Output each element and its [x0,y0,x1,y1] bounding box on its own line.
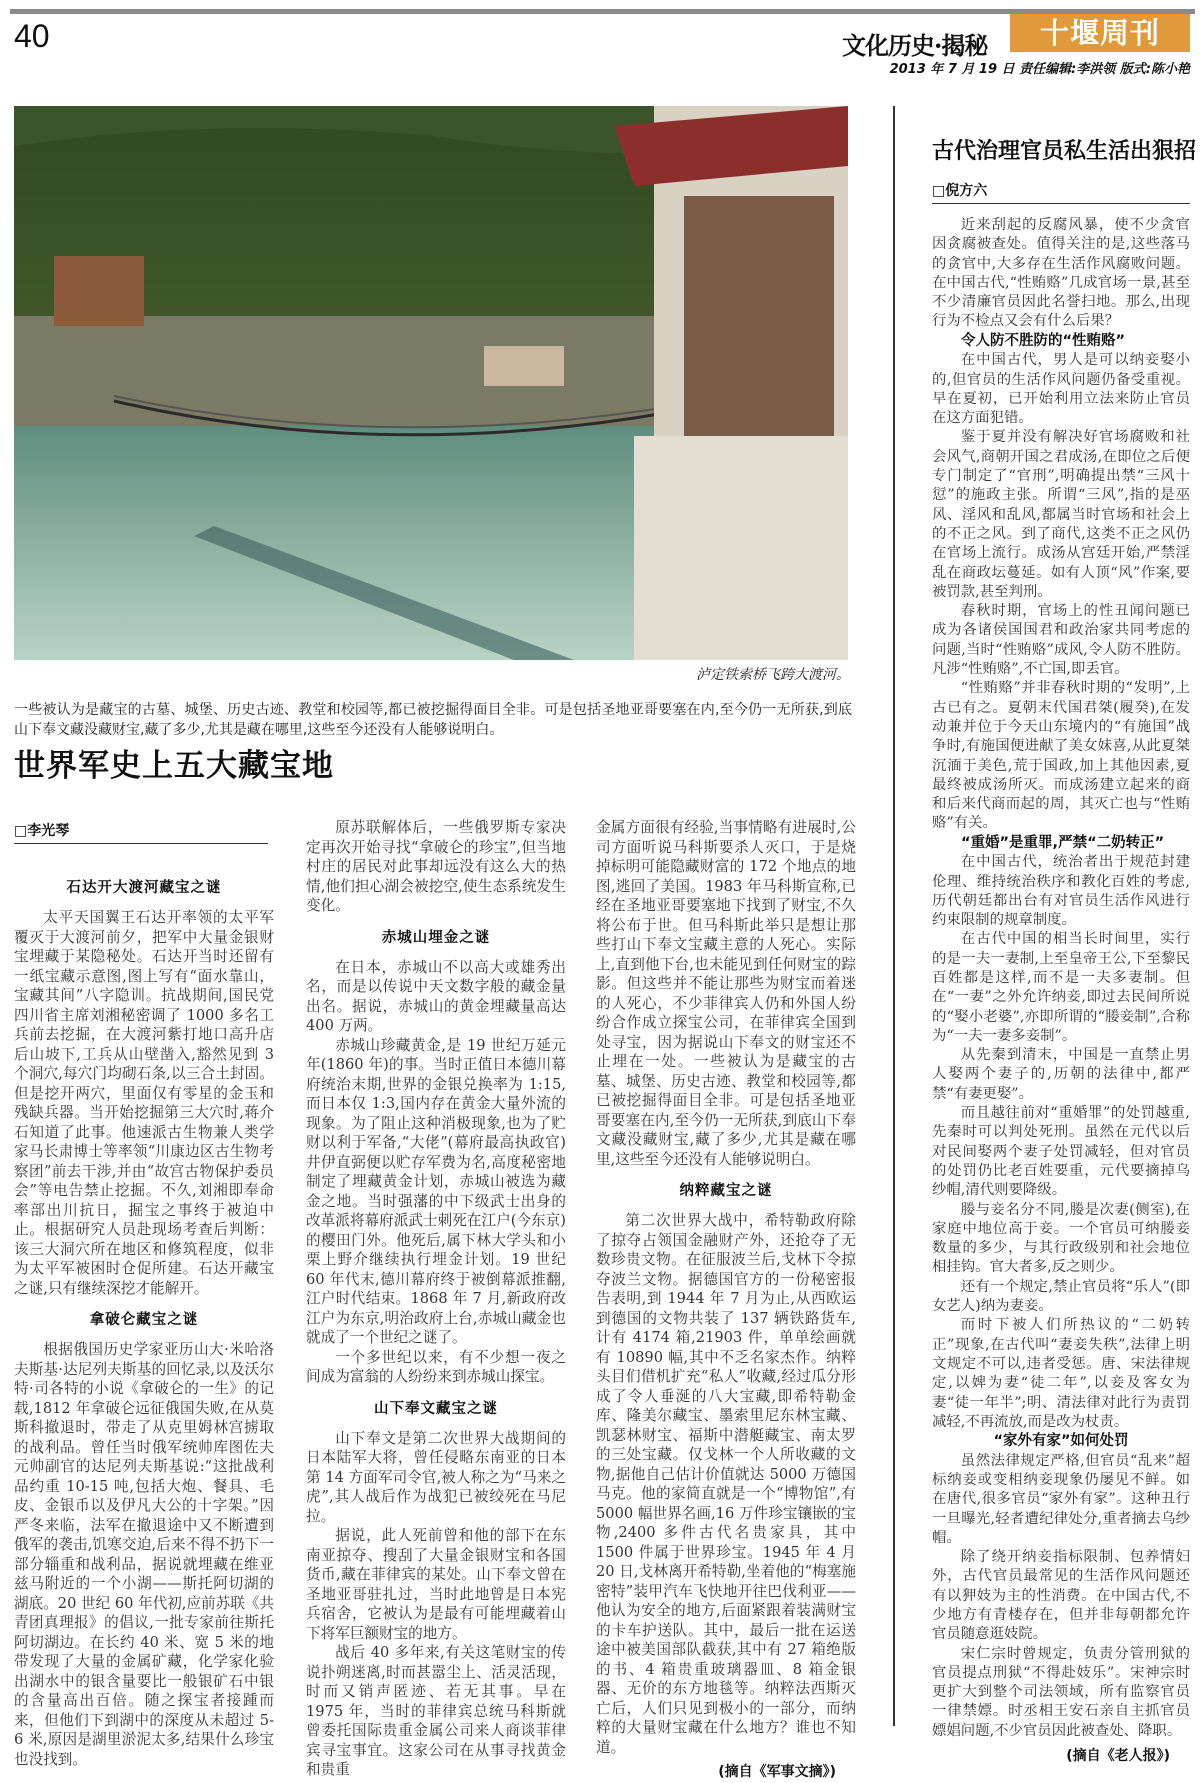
paragraph: 一个多世纪以来，有不少想一夜之间成为富翁的人纷纷来到赤城山探宝。 [306,1348,566,1385]
paragraph: 从先秦到清末，中国是一直禁止男人娶两个妻子的,历朝的法律中,都严禁“有妻更娶”。 [932,1047,1190,1102]
paragraph: 据说，此人死前曾和他的部下在东南亚掠夺、搜刮了大量金银财宝和各国货币,藏在菲律宾的某处。山下奉文曾在圣地亚哥驻扎过，当时此地曾是日本宪兵宿舍，它被认为是最有可能埋藏着山下将军巨额财宝的地方。 [306,1527,566,1642]
paragraph: 战后 40 多年来,有关这笔财宝的传说扑朔迷离,时而甚嚣尘上、活灵活现，时而又销声匿迹、若无其事。早在 1975 年，当时的菲律宾总统马科斯就曾委托国际贵重金属公司来人商谈菲律宾寻宝事宜。这家公司在从事寻找黄金和贵重 [306,1644,566,1778]
article-byline: □李光琴 [14,820,268,844]
photo-image [14,106,848,660]
dateline: 2013 年 7 月 19 日 责任编辑:李洪领 版式:陈小艳 [889,62,1190,77]
article-column-3 [596,818,856,1783]
paragraph: 第二次世界大战中，希特勒政府除了掠夺占领国金融财产外，还抢夺了无数珍贵文物。在征服波兰后,戈林下令掠夺波兰文物。据德国官方的一份秘密报告表明,到 1944 年 7 月为止,从西欧运到德国的文物共装了 137 辆铁路货车,计有 4174 箱,21903 件，单单绘画就有 10890 幅,其中不乏名家杰作。纳粹头目们借机扩充“私人”收藏,经过瓜分形成了令人垂涎的八大宝藏,即希特勒金库、隆美尔藏宝、墨索里尼东林宝藏、凯瑟林财宝、福斯中潜艇藏宝、南太罗的三处宝藏。仅戈林一个人所收藏的文物,据他自己估计价值就达 5000 万德国马克。他的家简直就是一个“博物馆”,有 5000 幅世界名画,16 万件珍宝镶嵌的宝物,2400 多件古代名贵家具，其中 1500 件属于世界珍宝。1945 年 4 月 20 日,戈林离开希特勒,坐着他的“梅塞施密特”装甲汽车飞快地开往巴伐利亚——他认为安全的地方,后面紧跟着装满财宝的卡车护送队。其中，最后一批在运送途中被美国部队截获,其中有 27 箱绝版的书、4 箱贵重玻璃器皿、8 箱金银器、无价的东方地毯等。纳粹法西斯灭亡后，人们只见到极小的一部分，而纳粹的大量财宝藏在什么地方？谁也不知道。 [596,1212,856,1756]
paragraph: 还有一个规定,禁止官员将“乐人”(即女艺人)纳为妻妾。 [932,1278,1190,1315]
article-column-2 [306,818,566,1780]
brand-logo: 十堰周刊 [1010,14,1190,52]
photo-caption: 泸定铁索桥飞跨大渡河。 [696,667,850,683]
paragraph: 在中国古代，男人是可以纳妾娶小的,但官员的生活作风问题仍备受重视。早在夏初，已开始利用立法来防止官员在这方面犯错。 [932,352,1190,427]
source-credit: (摘自《老人报》) [1066,1748,1170,1765]
paragraph: 而且越往前对“重婚罪”的处罚越重,先秦时可以判处死刑。虽然在元代以后对民间娶两个妻子处罚减轻，但对官员的处罚仍比老百姓要重，元代要摘掉乌纱帽,清代则要降级。 [932,1105,1190,1199]
article-title: 世界军史上五大藏宝地 [14,748,334,784]
paragraph: 在日本，赤城山不以高大或雄秀出名，而是以传说中天文数字般的藏金量出名。据说，赤城山的黄金埋藏量高达 400 万两。 [306,958,566,1034]
section-heading: 赤城山埋金之谜 [381,929,491,946]
paragraph: 山下奉文是第二次世界大战期间的日本陆军大将，曾任侵略东南亚的日本第 14 方面军司令官,被人称之为“马来之虎”,其人战后作为战犯已被绞死在马尼拉。 [306,1429,566,1525]
paragraph: 而时下被人们所热议的“二奶转正”现象,在古代叫“妻妾失秩”,法律上明文规定不可以,违者受惩。唐、宋法律规定,以婢为妻“徒二年”,以妾及客女为妻“徒一年半”;明、清法律对此行为责罚减轻,不再流放,而是改为杖责。 [932,1317,1190,1430]
subheading: 令人防不胜防的“性贿赂” [961,332,1126,349]
subheading: “重婚”是重罪,严禁“二奶转正” [961,834,1165,851]
sidebar-article-title: 古代治理官员私生活出狠招 [932,138,1197,164]
paragraph: 除了绕开纳妾指标限制、包养情妇外，古代官员最常见的生活作风问题还有以狎妓为主的性消费。在中国古代,不少地方有青楼存在，但并非每朝都允许官员随意逛妓院。 [932,1549,1190,1643]
paragraph: 在古代中国的相当长时间里，实行的是一夫一妻制,上至皇帝王公,下至黎民百姓都是这样,而不是一夫多妻制。但在“一妻”之外允许纳妾,即过去民间所说的“娶小老婆”,亦即所谓的“媵妾制”,合称为“一夫一妻多妾制”。 [932,931,1190,1044]
bridge-photo [14,106,848,660]
paragraph: 太平天国翼王石达开率领的太平军覆灭于大渡河前夕，把军中大量金银财宝埋藏于某隐秘处。石达开当时还留有一纸宝藏示意图,图上写有“面水靠山，宝藏其间”八字隐训。抗战期间,国民党四川省主席刘湘秘密调了 1000 多名工兵前去挖掘，在大渡河紫打地口高升店后山坡下,工兵从山壁凿入,豁然见到 3 个洞穴,每穴门均砌石条,以三合土封固。但是挖开两穴，里面仅有零星的金玉和残缺兵器。当开始挖掘第三大穴时,蒋介石知道了此事。他速派古生物兼人类学家马长肃博士等率领“川康边区古生物考察团”前去干涉,并由“故宫古物保护委员会”等电告禁止挖掘。不久,刘湘即奉命率部出川抗日，掘宝之事终于被迫中止。根据研究人员赴现场考查后判断：该三大洞穴所在地区和修筑程度，似非为太平军被困时仓促所建。石达开藏宝之谜,只有继续深挖才能解开。 [14,909,274,1297]
paragraph: 根据俄国历史学家亚历山大·米哈洛夫斯基·达尼列夫斯基的回忆录,以及沃尔特·司各特的小说《拿破仑的一生》的记载,1812 年拿破仑远征俄国失败,在从莫斯科撤退时，带走了从克里姆林宫掳取的战利品。曾任当时俄军统帅库图佐夫元帅副官的达尼列夫斯基说:“这批战利品约重 10-15 吨,包括大炮、餐具、毛皮、金银币以及伊凡大公的十字架。”因严冬来临，法军在撤退途中又不断遭到俄军的袭击,饥寒交迫,后来不得不扔下一部分辎重和战利品，据说就埋藏在维亚兹马附近的一个小湖——斯托阿切湖的湖底。20 世纪 60 年代初,应前苏联《共青团真理报》的倡议,一批专家前往斯托阿切湖边。在长约 40 米、宽 5 米的地带发现了大量的金属矿藏，化学家化验出湖水中的银含量要比一般银矿石中银的含量高出百倍。随之探宝者接踵而来，但他们下到湖中的深度从未超过 5-6 米,原因是湖里淤泥太多,结果什么珍宝也没找到。 [14,1341,275,1768]
paragraph: 宋仁宗时曾规定，负责分管刑狱的官员提点刑狱“不得赴妓乐”。宋神宗时更扩大到整个司法领域，所有监察官员一律禁嫖。时丞相王安石亲自主抓官员嫖娼问题,不少官员因此被查处、降职。 [932,1645,1190,1739]
article-column-1 [14,866,274,1769]
paragraph: 在中国古代，统治者出于规范封建伦理、维持统治秩序和教化百姓的考虑,历代朝廷都出台有对官员生活作风进行约束限制的规章制度。 [932,854,1190,929]
paragraph: 原苏联解体后，一些俄罗斯专家决定再次开始寻找“拿破仑的珍宝”,但当地村庄的居民对此事却远没有这么大的热情,他们担心湖会被挖空,使生态系统发生变化。 [306,819,566,914]
section-title: 文化历史·揭秘 [842,31,988,60]
section-heading: 石达开大渡河藏宝之谜 [66,880,222,896]
paragraph: 春秋时期，官场上的性丑闻问题已成为各诸侯国国君和政治家共同考虑的问题,当时“性贿赂”成风,令人防不胜防。凡涉“性贿赂”,不亡国,即丢官。 [932,603,1190,678]
section-heading: 拿破仑藏宝之谜 [89,1312,199,1328]
paragraph: “性贿赂”并非春秋时期的“发明”,上古已有之。夏朝末代国君桀(履癸),在发动兼并位于今天山东境内的“有施国”战争时,有施国便进献了美女妹喜,从此夏桀沉湎于美色,荒于国政,加上其他因素,夏最终被成汤所灭。而成汤建立起来的商和后来代商而起的周，其灭亡也与“性贿赂”有关。 [932,680,1190,832]
section-heading: 山下奉文藏宝之谜 [374,1400,498,1417]
sidebar-article-body [932,216,1190,1767]
paragraph: 鉴于夏并没有解决好官场腐败和社会风气,商朝开国之君成汤,在即位之后便专门制定了“官刑”,明确提出禁“三风十愆”的施政主张。所谓“三风”,指的是巫风、淫风和乱风,都属当时官场和社会上的不正之风。到了商代,这类不正之风仍在官场上流行。成汤从宫廷开始,严禁淫乱在商政坛蔓延。如有人顶“风”作案,要被罚款,甚至判刑。 [932,429,1190,600]
paragraph: 金属方面很有经验,当事情略有进展时,公司方面听说马科斯要杀人灭口，于是烧掉标明可能隐藏财富的 172 个地点的地图,逃回了美国。1983 年马科斯宣称,已经在圣地亚哥要塞地下找到了财宝,不久将公布于世。但马科斯此举只是想让那些打山下奉文宝藏主意的人死心。实际上,直到他下台,也未能见到任何财宝的踪影。但这些并不能让那些为财宝而着迷的人死心，不少菲律宾人仍和外国人纷纷合作成立探宝公司，在菲律宾全国到处寻宝，因为据说山下奉文的财宝还不止埋在一处。一些被认为是藏宝的古墓、城堡、历史古迹、教堂和校园等,都已被挖掘得面目全非。可是包括圣地亚哥要塞在内,至今仍一无所获,到底山下奉文藏没藏财宝,藏了多少,尤其是藏在哪里,这些至今还没有人能够说明白。 [596,819,856,1168]
paragraph: 虽然法律规定严格,但官员“乱来”超标纳妾或变相纳妾现象仍屡见不鲜。如在唐代,很多官员“家外有家”。这种丑行一旦曝光,轻者遭纪律处分,重者摘去乌纱帽。 [932,1452,1190,1546]
paragraph: 近来刮起的反腐风暴，使不少贪官因贪腐被查处。值得关注的是,这些落马的贪官中,大多存在生活作风腐败问题。在中国古代,“性贿赂”几成官场一景,甚至不少清廉官员因此名誉扫地。那么,出现行为不检点又会有什么后果？ [932,217,1190,330]
paragraph: 赤城山珍藏黄金,是 19 世纪万延元年(1860 年)的事。当时正值日本德川幕府统治末期,世界的金银兑换率为 1:15,而日本仅 1:3,国内存在黄金大量外流的现象。为了阻止这种消极现象,也为了贮财以利于军备,“大佬”(幕府最高执政官)井伊直弼便以贮存军费为名,高度秘密地制定了埋藏黄金计划，赤城山被选为藏金之地。当时强藩的中下级武士出身的改革派将幕府派武士刺死在江户(今东京)的樱田门外。他死后,属下林大学头和小栗上野介继续执行埋金计划。19 世纪 60 年代末,德川幕府终于被倒幕派推翻,江户时代结束。1868 年 7 月,新政府改江户为东京,明治政府上台,赤城山藏金也就成了一个世纪之谜了。 [306,1036,566,1346]
paragraph: 媵与妾名分不同,媵是次妻(侧室),在家庭中地位高于妾。一个官员可纳媵妾数量的多少，与其行政级别和社会地位相挂钩。官大者多,反之则少。 [932,1201,1190,1276]
column-divider [893,106,895,1726]
article-intro: 一些被认为是藏宝的古墓、城堡、历史古迹、教堂和校园等,都已被挖掘得面目全非。可是包括圣地亚哥要塞在内,至今仍一无所获,到底山下奉文藏没藏财宝,藏了多少,尤其是藏在哪里,这些至今还没有人能够说明白。 [14,702,852,738]
sidebar-article-byline: □倪方六 [932,180,1190,204]
subheading: “家外有家”如何处罚 [993,1433,1129,1450]
page-number: 40 [14,18,50,54]
source-credit: (摘自《军事文摘》) [718,1764,836,1780]
section-heading: 纳粹藏宝之谜 [679,1183,773,1199]
